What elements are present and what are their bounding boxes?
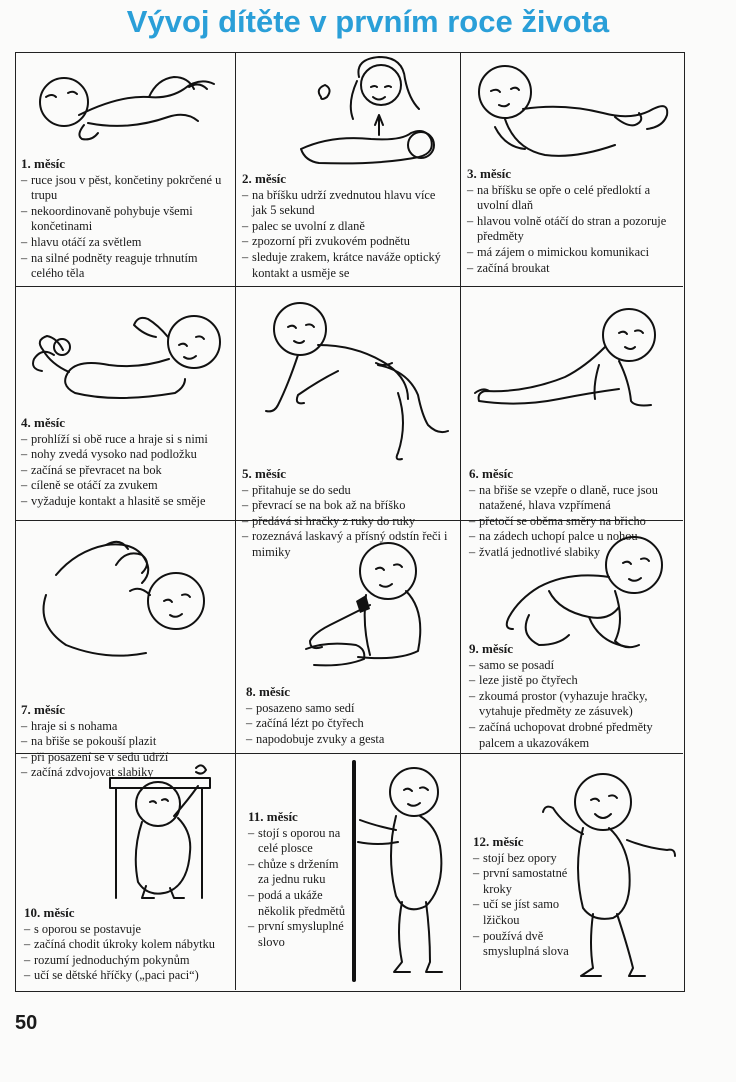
milestone-item: – na bříšku udrží zvednutou hlavu více jak 5 sekund	[242, 188, 452, 219]
milestone-item: – cíleně se otáčí za zvukem	[21, 478, 231, 494]
month-cell-9	[461, 521, 683, 753]
baby-propped-on-forearms-icon	[465, 57, 675, 172]
milestone-item: – při posazení se v sedu udrží	[21, 750, 231, 766]
month-cell-1	[16, 53, 235, 286]
milestone-item: – učí se dětské hříčky („paci paci“)	[24, 968, 232, 984]
month-heading: 9. měsíc	[469, 641, 514, 656]
milestone-item: – přetočí se oběma směry na břicho	[469, 514, 679, 530]
month-cell-10	[16, 754, 235, 990]
month-cell-2	[236, 53, 460, 286]
month-text-1	[21, 156, 229, 282]
milestone-item: – hlavu otáčí za světlem	[21, 235, 229, 251]
month-heading: 4. měsíc	[21, 415, 66, 430]
milestone-item: – ruce jsou v pěst, končetiny pokrčené u trupu	[21, 173, 229, 204]
milestone-item: – nohy zvedá vysoko nad podložku	[21, 447, 231, 463]
milestone-item: – na břiše se vzepře o dlaně, ruce jsou natažené, hlava vzpřímená	[469, 483, 679, 514]
month-heading: 6. měsíc	[469, 466, 514, 481]
month-text-8	[246, 684, 452, 747]
milestone-item: – rozeznává laskavý a přísný odstín řeči i mimiky	[242, 529, 454, 560]
baby-pulling-to-stand-icon	[106, 762, 226, 907]
month-heading: 11. měsíc	[248, 809, 298, 824]
page-title: Vývoj dítěte v prvním roce života	[126, 4, 610, 39]
milestone-item: – podá a ukáže několik předmětů	[248, 888, 352, 919]
month-cell-4	[16, 287, 235, 520]
month-text-9	[469, 641, 679, 751]
milestone-item: – napodobuje zvuky a gesta	[246, 732, 452, 748]
milestone-item: – první samostatné kroky	[473, 866, 573, 897]
milestone-item: – začíná lézt po čtyřech	[246, 716, 452, 732]
month-heading: 1. měsíc	[21, 156, 66, 171]
milestone-item: – používá dvě smysluplná slova	[473, 929, 573, 960]
milestone-item: – má zájem o mimickou komunikaci	[467, 245, 675, 261]
milestone-item: – převrací se na bok až na bříško	[242, 498, 454, 514]
milestone-item: – přitahuje se do sedu	[242, 483, 454, 499]
milestone-item: – prohlíží si obě ruce a hraje si s nimi	[21, 432, 231, 448]
milestone-item: – rozumí jednoduchým pokynům	[24, 953, 232, 969]
milestone-item: – na bříšku se opře o celé předloktí a uvolní dlaň	[467, 183, 675, 214]
milestone-item: – na břiše se pokouší plazit	[21, 734, 231, 750]
month-text-2	[242, 171, 452, 281]
month-heading: 5. měsíc	[242, 466, 287, 481]
milestone-item: – s oporou se postavuje	[24, 922, 232, 938]
milestone-item: – učí se jíst samo lžičkou	[473, 897, 573, 928]
milestone-item: – začíná zdvojovat slabiky	[21, 765, 231, 781]
milestone-item: – hlavou volně otáčí do stran a pozoruje předměty	[467, 214, 675, 245]
month-heading: 12. měsíc	[473, 834, 524, 849]
milestone-item: – na silné podněty reaguje trhnutím celého těla	[21, 251, 229, 282]
milestone-item: – stojí bez opory	[473, 851, 573, 867]
month-text-11	[248, 809, 352, 950]
month-text-10	[24, 905, 232, 984]
baby-holding-feet-icon	[26, 535, 226, 660]
milestone-item: – zpozorní při zvukovém podnětu	[242, 234, 452, 250]
month-cell-3	[461, 53, 683, 286]
milestone-item: – první smysluplné slovo	[248, 919, 352, 950]
month-heading: 10. měsíc	[24, 905, 75, 920]
baby-walking-icon	[537, 764, 687, 989]
mother-and-baby-icon	[261, 57, 451, 177]
milestone-item: – začíná uchopovat drobné předměty palcem a ukazovákem	[469, 720, 679, 751]
month-cell-8	[236, 521, 460, 753]
milestone-item: – na zádech uchopí palce u nohou	[469, 529, 679, 545]
milestone-item: – chůze s držením za jednu ruku	[248, 857, 352, 888]
milestone-item: – začíná se převracet na bok	[21, 463, 231, 479]
baby-rolling-icon	[258, 293, 448, 468]
milestone-item: – žvatlá jednotlivé slabiky	[469, 545, 679, 561]
month-heading: 2. měsíc	[242, 171, 287, 186]
milestone-item: – stojí s oporou na celé plosce	[248, 826, 352, 857]
development-table	[15, 52, 685, 992]
milestone-item: – předává si hračky z ruky do ruky	[242, 514, 454, 530]
page-number: 50	[15, 1012, 38, 1034]
milestone-item: – posazeno samo sedí	[246, 701, 452, 717]
month-heading: 3. měsíc	[467, 166, 512, 181]
month-cell-11	[236, 754, 460, 990]
milestone-item: – sleduje zrakem, krátce naváže optický kontakt a usměje se	[242, 250, 452, 281]
baby-sitting-icon	[276, 529, 446, 684]
milestone-item: – vyžaduje kontakt a hlasitě se směje	[21, 494, 231, 510]
milestone-item: – leze jistě po čtyřech	[469, 673, 679, 689]
milestone-item: – palec se uvolní z dlaně	[242, 219, 452, 235]
month-cell-5	[236, 287, 460, 559]
baby-lying-on-tummy-icon	[24, 57, 224, 157]
month-heading: 7. měsíc	[21, 702, 66, 717]
milestone-item: – samo se posadí	[469, 658, 679, 674]
baby-standing-with-support-icon	[346, 762, 456, 987]
month-text-4	[21, 415, 231, 510]
month-text-3	[467, 166, 675, 276]
milestone-item: – nekoordinovaně pohybuje všemi končetinami	[21, 204, 229, 235]
month-cell-7	[16, 521, 235, 780]
milestone-item: – začíná chodit úkroky kolem nábytku	[24, 937, 232, 953]
baby-pushing-up-icon	[469, 295, 674, 420]
milestone-item: – začíná broukat	[467, 261, 675, 277]
milestone-item: – hraje si s nohama	[21, 719, 231, 735]
month-cell-6	[461, 287, 683, 559]
month-heading: 8. měsíc	[246, 684, 291, 699]
baby-playing-with-hands-icon	[24, 297, 229, 407]
month-cell-12	[461, 754, 683, 990]
milestone-item: – zkoumá prostor (vyhazuje hračky, vytahuje předměty ze zásuvek)	[469, 689, 679, 720]
